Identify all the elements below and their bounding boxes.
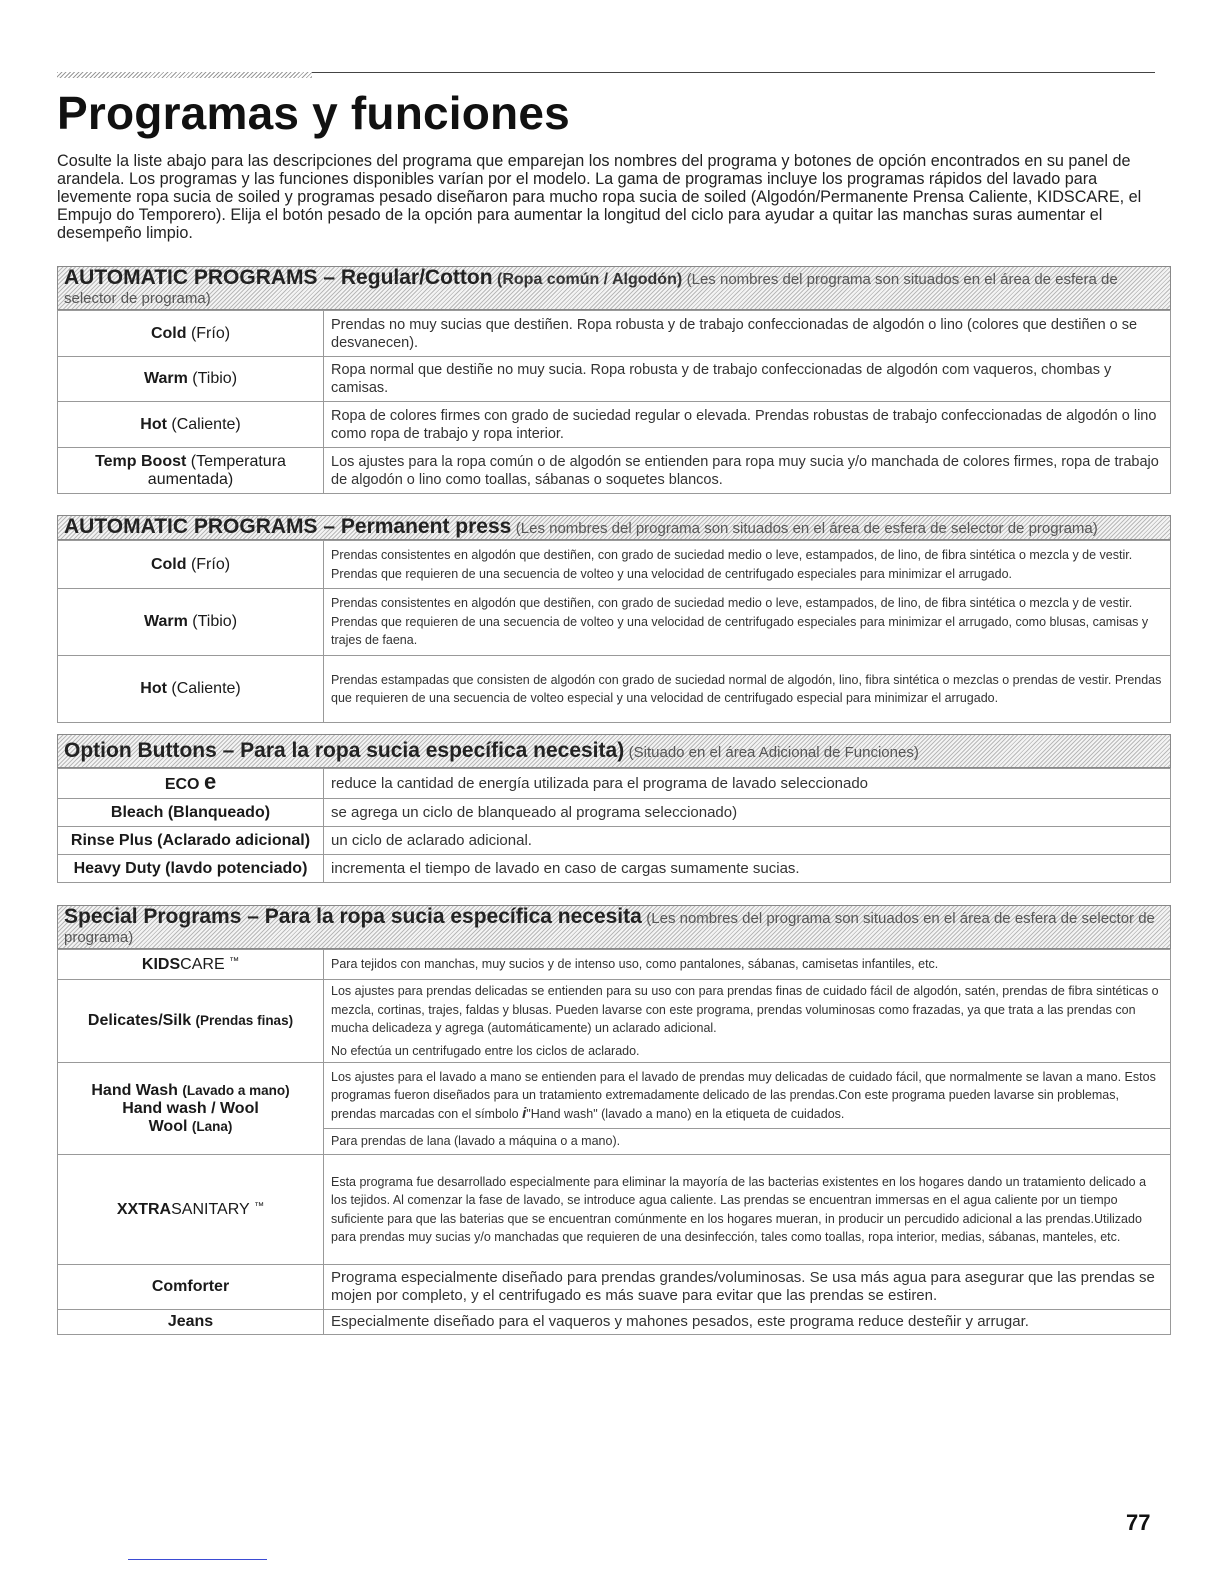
program-label-delicates: Delicates/Silk (Prendas finas)	[58, 980, 324, 1063]
table-row	[58, 1265, 1171, 1310]
program-description: Los ajustes para el lavado a mano se entienden para el lavado de prendas muy delicadas de cuidado fácil, que normalmente se lavan a mano. Estos programas fueron diseñados para un tratamiento extremadamente delicado de las prendas.Con este programa pueden lavarse sin problemas, prendas marcadas con el símbolo i"Hand wash" (lavado a mano) en la etiqueta de cuidados.	[324, 1063, 1171, 1129]
program-label: Warm (Tibio)	[58, 357, 324, 402]
option-label: Heavy Duty (lavdo potenciado)	[58, 855, 324, 883]
program-description: Ropa de colores firmes con grado de suciedad regular o elevada. Prendas robustas de trabajo confeccionadas de algodón o lino como ropa de trabajo y ropa interior.	[324, 402, 1171, 448]
section-header-permanent	[57, 515, 1171, 540]
section-regular-cotton	[57, 266, 1171, 494]
table-row	[58, 402, 1171, 448]
program-label: Comforter	[58, 1265, 324, 1310]
option-description: incrementa el tiempo de lavado en caso de cargas sumamente sucias.	[324, 855, 1171, 883]
special-table	[57, 949, 1171, 1335]
table-row	[58, 541, 1171, 589]
option-label: Bleach (Blanqueado)	[58, 799, 324, 827]
program-description: Prendas no muy sucias que destiñen. Ropa robusta y de trabajo confeccionadas de algodón o lino (colores que destiñen o se desvanecen).	[324, 311, 1171, 357]
table-row	[58, 589, 1171, 656]
table-row	[58, 1310, 1171, 1335]
section-note: (Situado en el área Adicional de Funciones)	[628, 744, 919, 761]
program-description: Para tejidos con manchas, muy sucios y de intenso uso, como pantalones, sábanas, camisetas infantiles, etc.	[324, 950, 1171, 980]
program-description: Prendas consistentes en algodón que destiñen, con grado de suciedad medio o leve, estampados, de lino, de fibra sintética o mezcla y de vestir. Prendas que requieren de una secuencia de volteo y una velocidad de centrifugado especiales para minimizar el arrugado, como blusas, camisas y trajes de faena.	[324, 589, 1171, 656]
footer-link-underline	[128, 1559, 267, 1560]
table-row	[58, 1155, 1171, 1265]
program-label-xxtrasanitary: XXTRASANITARY ™	[58, 1155, 324, 1265]
eco-icon: e	[203, 768, 217, 794]
section-header-special	[57, 905, 1171, 949]
program-label: Warm (Tibio)	[58, 589, 324, 656]
permanent-table	[57, 540, 1171, 723]
table-row	[58, 357, 1171, 402]
section-special-programs	[57, 905, 1171, 1335]
table-row	[58, 311, 1171, 357]
program-label-handwash: Hand Wash (Lavado a mano) Hand wash / Wool Wool (Lana)	[58, 1063, 324, 1155]
regular-table	[57, 310, 1171, 494]
top-rule-hatch	[57, 72, 312, 78]
program-description: Prendas estampadas que consisten de algodón con grado de suciedad normal de algodón, lino, fibra sintética o mezclas o prendas de vestir. Prendas que requieren de una secuencia de volteo especial y una velocidad de centrifugado especial para minimizar el arrugado.	[324, 656, 1171, 723]
section-header-regular	[57, 266, 1171, 310]
option-label: Rinse Plus (Aclarado adicional)	[58, 827, 324, 855]
program-description: No efectúa un centrifugado entre los ciclos de aclarado.	[324, 1040, 1171, 1063]
program-description: Especialmente diseñado para el vaqueros y mahones pesados, este programa reduce desteñir y arrugar.	[324, 1310, 1171, 1335]
table-row	[58, 656, 1171, 723]
program-label: Hot (Caliente)	[58, 656, 324, 723]
program-description: Para prendas de lana (lavado a máquina o a mano).	[324, 1129, 1171, 1155]
option-description: reduce la cantidad de energía utilizada para el programa de lavado seleccionado	[324, 769, 1171, 799]
options-table	[57, 768, 1171, 883]
program-label: Cold (Frío)	[58, 311, 324, 357]
program-label-kidscare: KIDSCARE ™	[58, 950, 324, 980]
page-number: 77	[1126, 1510, 1151, 1535]
option-label-eco: ECO e	[58, 769, 324, 799]
program-label: Temp Boost (Temperatura aumentada)	[58, 448, 324, 494]
program-description: Esta programa fue desarrollado especialmente para eliminar la mayoría de las bacterias existentes en los hogares dando un tratamiento delicado a los tejidos. Al comenzar la fase de lavado, se introduce agua caliente. Las prendas se encuentran immersas en el agua caliente por un tiempo suficiente para que las baterias que se encuentran comúnmente en los hogares mueran, in producir un percudido adicional a las prendas.Utilizado para prendas muy sucias y/o manchadas que requieren de una desinfección, tales como toallas, ropa interior, medias, sábanas, manteles, etc.	[324, 1155, 1171, 1265]
option-description: se agrega un ciclo de blanqueado al programa seleccionado)	[324, 799, 1171, 827]
program-description: Programa especialmente diseñado para prendas grandes/voluminosas. Se usa más agua para asegurar que las prendas se mojen por completo, y el centrifugado es más suave para evitar que las prendas se estiren.	[324, 1265, 1171, 1310]
program-description: Ropa normal que destiñe no muy sucia. Ropa robusta y de trabajo confeccionadas de algodón com vaqueros, chombas y camisas.	[324, 357, 1171, 402]
table-row	[58, 448, 1171, 494]
table-row	[58, 769, 1171, 799]
section-title: AUTOMATIC PROGRAMS – Permanent press	[64, 515, 512, 538]
program-label: Jeans	[58, 1310, 324, 1335]
program-label: Cold (Frío)	[58, 541, 324, 589]
section-permanent-press	[57, 515, 1171, 723]
table-row	[58, 799, 1171, 827]
section-title: AUTOMATIC PROGRAMS – Regular/Cotton	[64, 266, 493, 289]
section-subtitle: (Ropa común / Algodón)	[497, 271, 683, 288]
option-description: un ciclo de aclarado adicional.	[324, 827, 1171, 855]
program-label: Hot (Caliente)	[58, 402, 324, 448]
section-title: Special Programs – Para la ropa sucia específica necesita	[64, 905, 642, 928]
table-row	[58, 827, 1171, 855]
section-note: (Les nombres del programa son situados en el área de esfera de selector de programa)	[515, 520, 1098, 537]
table-row	[58, 855, 1171, 883]
program-description: Prendas consistentes en algodón que destiñen, con grado de suciedad medio o leve, estampados, de lino, de fibra sintética o mezcla y de vestir. Prendas que requieren de una secuencia de volteo y una velocidad de centrifugado especiales para minimizar el arrugado.	[324, 541, 1171, 589]
intro-paragraph: Cosulte la liste abajo para las descripciones del programa que emparejan los nombres del programa y botones de opción encontrados en su panel de arandela. Los programas y las funciones disponibles varían por el modelo. La gama de programas incluye los programas rápidos del lavado para levemente ropa sucia de soiled y programas pesado diseñaron para mucho ropa sucia de soiled (Algodón/Permanente Prensa Caliente, KIDSCARE, el Empujo do Temporero). Elija el botón pesado de la opción para aumentar la longitud del ciclo para ayudar a quitar las manchas suras aumentar el desempeño limpio.	[57, 152, 1142, 242]
section-title: Option Buttons – Para la ropa sucia específica necesita)	[64, 739, 625, 762]
handwash-symbol-icon: i	[522, 1104, 527, 1122]
table-row	[58, 1063, 1171, 1129]
page-title: Programas y funciones	[57, 87, 570, 139]
section-note: (Les nombres del programa son situados en el área de esfera de selector de programa)	[64, 271, 1118, 307]
section-header-options	[57, 734, 1171, 768]
program-description: Los ajustes para prendas delicadas se entienden para su uso con para prendas finas de cuidado fácil de algodón, satén, prendas de fibra sintéticas o mezcla, cortinas, trajes, faldas y blusas. Pueden lavarse con este programa, prendas voluminosas como frazadas, ya que trata a las prendas con mucha delicadeza y agrega (automáticamente) un aclarado adicional.	[324, 980, 1171, 1040]
table-row	[58, 950, 1171, 980]
section-option-buttons	[57, 734, 1171, 883]
program-description: Los ajustes para la ropa común o de algodón se entienden para ropa muy sucia y/o manchada de colores firmes, ropa de trabajo de algodón o lino como toallas, sábanas o soquetes blancos.	[324, 448, 1171, 494]
section-note: (Les nombres del programa son situados en el área de esfera de selector de programa)	[64, 910, 1155, 946]
table-row	[58, 980, 1171, 1040]
